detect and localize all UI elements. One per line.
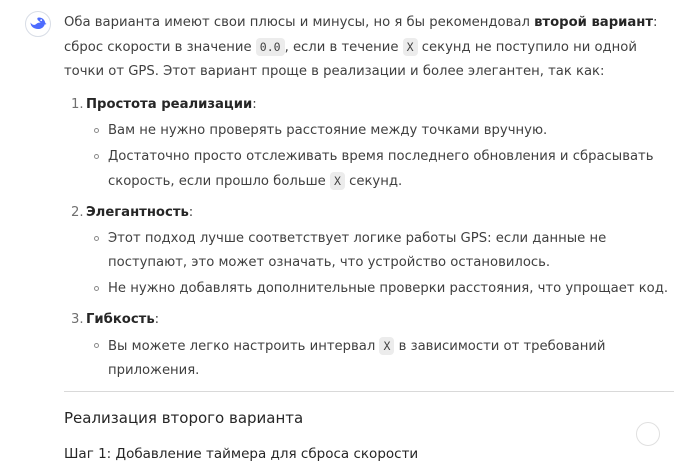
bullet-text: Этот подход лучше соответствует логике работы GPS: если данные не поступают, это может означать, что устройство остановилось.: [108, 231, 607, 270]
inline-code: X: [379, 337, 394, 355]
bullet-text: Не нужно добавлять дополнительные проверки расстояния, что упрощает код.: [108, 281, 669, 296]
colon: :: [252, 97, 257, 112]
inline-code: X: [403, 38, 418, 56]
colon: :: [154, 312, 160, 327]
bullet-text: секунд.: [344, 174, 403, 189]
intro-text: секунд не поступило ни одной точки от GPS. Этот вариант проще в реализации и более элегантен, так как:: [64, 40, 637, 79]
bullet-item: [86, 119, 674, 143]
bullet-icon: [94, 236, 99, 241]
reasons-list: [64, 93, 674, 383]
inline-code: X: [330, 172, 345, 190]
list-item-title: [71, 201, 674, 225]
bullet-text: Вы можете легко настроить интервал: [108, 339, 380, 354]
list-item-heading: Гибкость: [86, 312, 155, 327]
step-heading: Шаг 1: Добавление таймера для сброса скорости: [64, 446, 419, 462]
intro-text: , если в течение: [284, 40, 403, 55]
bullet-text: Достаточно просто отслеживать время последнего обновления и сбрасывать скорость, если прошло больше: [108, 149, 654, 189]
intro-text: Оба варианта имеют свои плюсы и минусы, но я бы рекомендовал: [64, 15, 535, 30]
list-item: [64, 308, 674, 383]
list-item-heading: Простота реализации: [86, 97, 253, 112]
assistant-avatar: [25, 11, 51, 37]
divider: [64, 391, 674, 392]
intro-text: : сброс скорости в значение: [64, 15, 658, 55]
list-item: [64, 201, 674, 301]
list-number: 3.: [71, 312, 84, 327]
sub-list: [86, 119, 674, 194]
list-number: 2.: [71, 205, 84, 220]
bullet-item: [86, 145, 674, 194]
intro-bold: второй вариант: [534, 15, 654, 30]
list-item-title: [71, 308, 674, 332]
bullet-text: Вам не нужно проверять расстояние между точками вручную.: [108, 123, 548, 138]
bullet-icon: [94, 154, 99, 159]
list-item: [64, 93, 674, 194]
scroll-to-bottom-button[interactable]: [636, 422, 660, 446]
bullet-text: в зависимости от требований приложения.: [108, 339, 606, 378]
bullet-icon: [94, 343, 99, 348]
list-item-title: [71, 93, 674, 117]
section-heading: Реализация второго варианта: [64, 409, 304, 427]
bullet-item: [86, 277, 674, 301]
inline-code: 0.0: [256, 38, 285, 56]
whale-logo-icon: [29, 15, 47, 34]
assistant-message: [64, 0, 674, 466]
intro-paragraph: [64, 0, 674, 84]
bullet-icon: [94, 286, 99, 291]
bullet-icon: [94, 128, 99, 133]
sub-list: [86, 227, 674, 301]
list-number: 1.: [71, 97, 84, 112]
list-item-heading: Элегантность: [86, 205, 189, 220]
sub-list: [86, 334, 674, 383]
bullet-item: [86, 334, 674, 383]
colon: :: [188, 205, 194, 220]
bullet-item: [86, 227, 674, 275]
